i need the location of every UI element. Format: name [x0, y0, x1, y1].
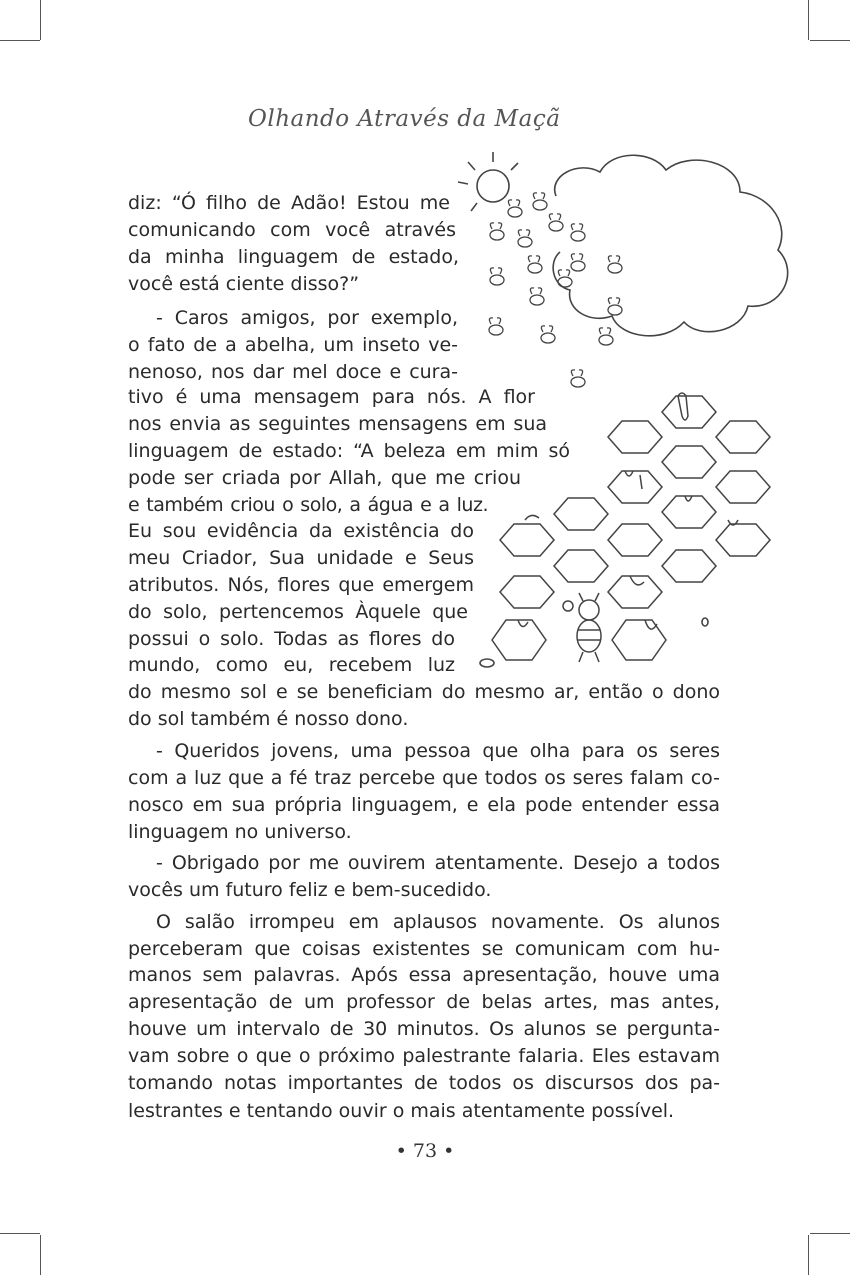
text-line: tivo é uma mensagem para nós. A flor	[128, 386, 535, 408]
text-line: vam sobre o que o próximo palestrante falaria. Eles estavam	[128, 1045, 720, 1067]
cloud-icon	[553, 155, 788, 336]
text-line: nenoso, nos dar mel doce e cura-	[128, 361, 458, 383]
text-line: do solo, pertencemos Àquele que	[128, 601, 468, 623]
bee-character-icon	[563, 593, 601, 662]
bee-icon	[599, 328, 613, 345]
bee-icon	[549, 214, 563, 231]
bee-icon	[571, 224, 585, 241]
text-line: pode ser criada por Allah, que me criou	[128, 467, 521, 489]
text-line: vocês um futuro feliz e bem-sucedido.	[128, 879, 492, 901]
bee-icon	[530, 288, 544, 305]
bee-icon	[490, 223, 504, 240]
bee-icon	[508, 200, 522, 217]
text-line: apresentação de um professor de belas artes, mas antes,	[128, 991, 720, 1013]
text-line: tomando notas importantes de todos os discursos dos pa-	[128, 1072, 720, 1094]
text-line: linguagem no universo.	[128, 821, 352, 843]
text-line: O salão irrompeu em aplausos novamente. Os alunos	[156, 911, 720, 933]
text-line: com a luz que a fé traz percebe que todos os seres falam co-	[128, 767, 720, 789]
bee-icon	[518, 230, 532, 247]
text-line: da minha linguagem de estado,	[128, 246, 459, 268]
bee-icon	[608, 298, 622, 315]
text-line: nosco em sua própria linguagem, e ela pode entender essa	[128, 794, 720, 816]
honey-drop	[702, 618, 708, 626]
text-line: linguagem de estado: “A beleza em mim só	[128, 440, 570, 462]
bee-icon	[541, 326, 555, 343]
sun-icon	[477, 170, 509, 202]
text-line: meu Criador, Sua unidade e Seus	[128, 547, 474, 569]
text-line: lestrantes e tentando ouvir o mais atentamente possível.	[128, 1100, 675, 1122]
text-line: você está ciente disso?”	[128, 273, 360, 295]
bee-icon	[608, 256, 622, 273]
text-line: nos envia as seguintes mensagens em sua	[128, 413, 547, 435]
text-line: e também criou o solo, a água e a luz.	[128, 494, 488, 516]
text-line: - Queridos jovens, uma pessoa que olha para os seres	[156, 740, 720, 762]
text-line: do sol também é nosso dono.	[128, 708, 409, 730]
page-number: • 73 •	[395, 1140, 455, 1162]
running-title: Olhando Através da Maçã	[248, 106, 561, 132]
text-line: possui o solo. Todas as flores do	[128, 628, 455, 650]
honey-drop	[480, 659, 494, 667]
bee-icon	[571, 254, 585, 271]
bee-icon	[528, 256, 542, 273]
text-line: - Caros amigos, por exemplo,	[156, 307, 458, 329]
bee-icon	[489, 318, 503, 335]
text-line: o fato de a abelha, um inseto ve-	[128, 334, 458, 356]
text-line: - Obrigado por me ouvirem atentamente. Desejo a todos	[156, 852, 720, 874]
text-line: mundo, como eu, recebem luz	[128, 654, 455, 676]
text-line: do mesmo sol e se beneficiam do mesmo ar, então o dono	[128, 681, 720, 703]
text-line: atributos. Nós, flores que emergem	[128, 574, 474, 596]
bee-icon	[533, 193, 547, 210]
bee-icon	[571, 370, 585, 387]
text-line: Eu sou evidência da existência do	[128, 520, 474, 542]
text-line: perceberam que coisas existentes se comunicam com hu-	[128, 938, 720, 960]
text-line: diz: “Ó filho de Adão! Estou me	[128, 192, 450, 214]
text-line: comunicando com você através	[128, 219, 456, 241]
text-line: houve um intervalo de 30 minutos. Os alunos se perguntа-	[128, 1018, 720, 1040]
text-line: manos sem palavras. Após essa apresentação, houve uma	[128, 964, 720, 986]
bee-swarm	[489, 193, 622, 387]
bee-icon	[490, 268, 504, 285]
